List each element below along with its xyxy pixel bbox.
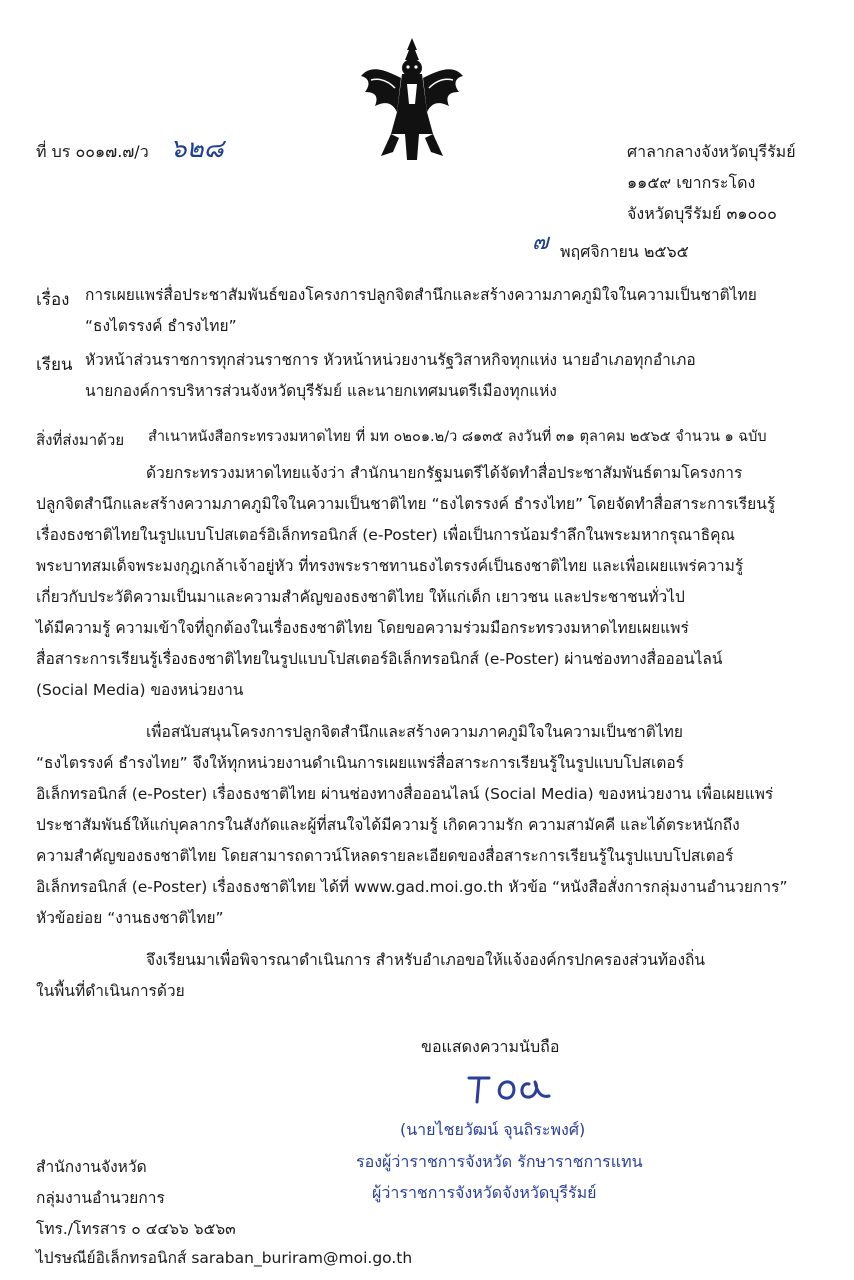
office-email-line: ไปรษณีย์อิเล็กทรอนิกส์ saraban_buriram@moi.go.th — [36, 1249, 413, 1267]
enclosure-text: สำเนาหนังสือกระทรวงมหาดไทย ที่ มท ๐๒๐๑.๒/ว ๘๑๓๕ ลงวันที่ ๓๑ ตุลาคม ๒๕๖๕ จำนวน ๑ ฉบับ — [148, 429, 767, 445]
to-line: หัวหน้าส่วนราชการทุกส่วนราชการ หัวหน้าหน่วยงานรัฐวิสาหกิจทุกแห่ง นายอำเภอทุกอำเภอ — [85, 351, 696, 369]
enclosure-label: สิ่งที่ส่งมาด้วย — [36, 431, 125, 449]
paragraph-line: ในพื้นที่ดำเนินการด้วย — [36, 982, 185, 1000]
office-line: สำนักงานจังหวัด — [36, 1158, 147, 1176]
paragraph-line: จึงเรียนมาเพื่อพิจารณาดำเนินการ สำหรับอำเภอขอให้แจ้งองค์กรปกครองส่วนท้องถิ่น — [146, 951, 706, 969]
closing: ขอแสดงความนับถือ — [421, 1037, 560, 1056]
sender-address-line: ๑๑๕๙ เขากระโดง — [627, 173, 756, 192]
office-line: โทร./โทรสาร ๐ ๔๔๖๖ ๖๕๖๓ — [36, 1220, 236, 1238]
subject-label: เรื่อง — [36, 290, 70, 310]
paragraph-line: ประชาสัมพันธ์ให้แก่บุคลากรในสังกัดและผู้ที่สนใจได้มีความรู้ เกิดความรัก ความสามัคคี และได้ตระหนักถึง — [36, 816, 740, 834]
date-text: พฤศจิกายน ๒๕๖๕ — [560, 242, 689, 261]
paragraph-line: (Social Media) ของหน่วยงาน — [36, 681, 244, 699]
paragraph-line: พระบาทสมเด็จพระมงกุฎเกล้าเจ้าอยู่หัว ที่ทรงพระราชทานธงไตรรงค์เป็นธงชาติไทย และเพื่อเผยแพร่ความรู้ — [36, 557, 744, 575]
signature-mark — [455, 1066, 565, 1110]
office-line: กลุ่มงานอำนวยการ — [36, 1189, 165, 1207]
paragraph-line: อิเล็กทรอนิกส์ (e-Poster) เรื่องธงชาติไทย ผ่านช่องทางสื่อออนไลน์ (Social Media) ของหน่วยงาน เพื่อเผยแพร่ — [36, 785, 774, 803]
garuda-emblem-icon — [357, 34, 467, 164]
paragraph-line: เพื่อสนับสนุนโครงการปลูกจิตสำนึกและสร้างความภาคภูมิใจในความเป็นชาติไทย — [146, 723, 683, 741]
signatory-title: ผู้ว่าราชการจังหวัดจังหวัดบุรีรัมย์ — [372, 1183, 597, 1202]
paragraph-line: ปลูกจิตสำนึกและสร้างความภาคภูมิใจในความเป็นชาติไทย “ธงไตรรงค์ ธำรงไทย” โดยจัดทำสื่อสาระการเรียนรู้ — [36, 495, 776, 513]
subject-line: “ธงไตรรงค์ ธำรงไทย” — [85, 317, 237, 335]
paragraph-line: ความสำคัญของธงชาติไทย โดยสามารถดาวน์โหลดรายละเอียดของสื่อสาระการเรียนรู้ในรูปแบบโปสเตอร์ — [36, 847, 734, 865]
date-day-handwritten: ๗ — [532, 230, 549, 255]
paragraph-line: หัวข้อย่อย “งานธงชาติไทย” — [36, 909, 224, 927]
subject-line: การเผยแพร่สื่อประชาสัมพันธ์ของโครงการปลูกจิตสำนึกและสร้างความภาคภูมิใจในความเป็นชาติไทย — [85, 286, 757, 304]
signatory-name: (นายไชยวัฒน์ จุนถิระพงศ์) — [400, 1120, 586, 1139]
signatory-title: รองผู้ว่าราชการจังหวัด รักษาราชการแทน — [356, 1152, 643, 1171]
sender-address-line: ศาลากลางจังหวัดบุรีรัมย์ — [627, 142, 796, 161]
to-line: นายกองค์การบริหารส่วนจังหวัดบุรีรัมย์ และนายกเทศมนตรีเมืองทุกแห่ง — [85, 382, 557, 400]
to-label: เรียน — [36, 355, 73, 375]
doc-number: ที่ บร ๐๐๑๗.๗/ว — [36, 142, 149, 161]
doc-number-handwritten: ๖๒๘ — [170, 134, 224, 164]
paragraph-line: “ธงไตรรงค์ ธำรงไทย” จึงให้ทุกหน่วยงานดำเนินการเผยแพร่สื่อสาระการเรียนรู้ในรูปแบบโปสเตอร์ — [36, 754, 684, 772]
paragraph-line: เกี่ยวกับประวัติความเป็นมาและความสำคัญของธงชาติไทย ให้แก่เด็ก เยาวชน และประชาชนทั่วไป — [36, 588, 685, 606]
paragraph-line: เรื่องธงชาติไทยในรูปแบบโปสเตอร์อิเล็กทรอนิกส์ (e-Poster) เพื่อเป็นการน้อมรำลึกในพระมหากรุณาธิคุณ — [36, 526, 735, 544]
paragraph-line: อิเล็กทรอนิกส์ (e-Poster) เรื่องธงชาติไทย ได้ที่ www.gad.moi.go.th หัวข้อ “หนังสือสั่งการกลุ่มงานอำนวยการ” — [36, 878, 788, 896]
paragraph-line: ได้มีความรู้ ความเข้าใจที่ถูกต้องในเรื่องธงชาติไทย โดยขอความร่วมมือกระทรวงมหาดไทยเผยแพร่ — [36, 619, 689, 637]
paragraph-line: ด้วยกระทรวงมหาดไทยแจ้งว่า สำนักนายกรัฐมนตรีได้จัดทำสื่อประชาสัมพันธ์ตามโครงการ — [146, 464, 743, 482]
paragraph-line: สื่อสาระการเรียนรู้เรื่องธงชาติไทยในรูปแบบโปสเตอร์อิเล็กทรอนิกส์ (e-Poster) ผ่านช่องทางสื่อออนไลน์ — [36, 650, 723, 668]
sender-address-line: จังหวัดบุรีรัมย์ ๓๑๐๐๐ — [627, 204, 777, 223]
